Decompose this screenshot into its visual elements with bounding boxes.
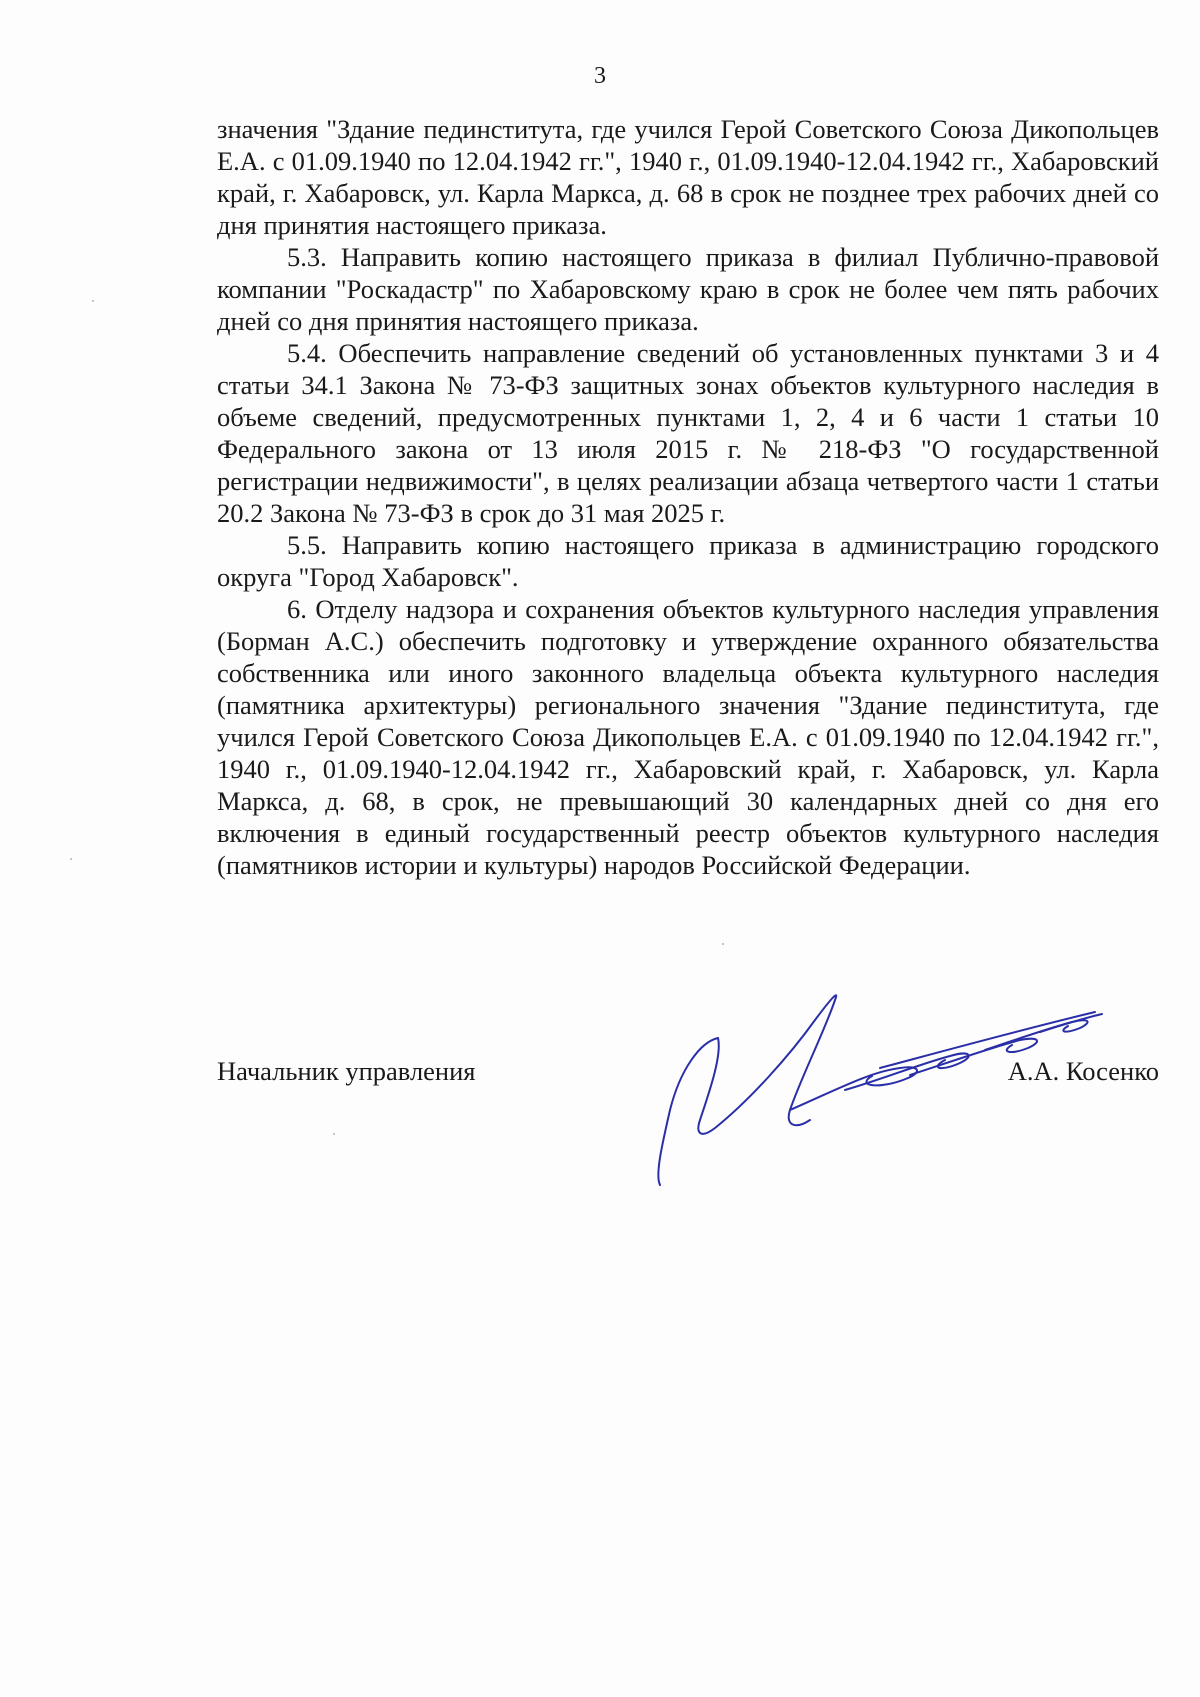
signer-name: А.А. Косенко bbox=[1007, 1056, 1159, 1086]
document-body bbox=[217, 113, 1159, 881]
paragraph-5-5: 5.5. Направить копию настоящего приказа в администрацию городского округа "Город Хабаровск". bbox=[217, 530, 1159, 592]
scan-speck bbox=[722, 943, 724, 945]
scan-speck bbox=[70, 858, 72, 860]
signer-position: Начальник управления bbox=[217, 1056, 476, 1086]
paragraph-6: 6. Отделу надзора и сохранения объектов культурного наследия управления (Борман А.С.) обеспечить подготовку и утверждение охранного обязательства собственника или иного законного владельца объекта культурного наследия (памятника архитектуры) регионального значения "Здание пединститута, где учился Герой Советского Союза Дикопольцев Е.А. с 01.09.1940 по 12.04.1942 гг.", 1940 г., 01.09.1940-12.04.1942 гг., Хабаровский край, г. Хабаровск, ул. Карла Маркса, д. 68, в срок, не превышающий 30 календарных дней со дня его включения в единый государственный реестр объектов культурного наследия (памятников истории и культуры) народов Российской Федерации. bbox=[217, 594, 1159, 880]
handwritten-signature bbox=[640, 960, 1120, 1200]
page-number: 3 bbox=[594, 63, 606, 89]
paragraph-5-3: 5.3. Направить копию настоящего приказа в филиал Публично-правовой компании "Роскадастр" по Хабаровскому краю в срок не более чем пять рабочих дней со дня принятия настоящего приказа. bbox=[217, 242, 1159, 336]
paragraph-5-4: 5.4. Обеспечить направление сведений об установленных пунктами 3 и 4 статьи 34.1 Закона № 73-ФЗ защитных зонах объектов культурного наследия в объеме сведений, предусмотренных пунктами 1, 2, 4 и 6 части 1 статьи 10 Федерального закона от 13 июля 2015 г. № 218-ФЗ "О государственной регистрации недвижимости", в целях реализации абзаца четвертого части 1 статьи 20.2 Закона № 73-ФЗ в срок до 31 мая 2025 г. bbox=[217, 338, 1159, 528]
paragraph-continuation: значения "Здание пединститута, где учился Герой Советского Союза Дикопольцев Е.А. с 01.09.1940 по 12.04.1942 гг.", 1940 г., 01.09.1940-12.04.1942 гг., Хабаровский край, г. Хабаровск, ул. Карла Маркса, д. 68 в срок не позднее трех рабочих дней со дня принятия настоящего приказа. bbox=[217, 114, 1159, 240]
scan-speck bbox=[333, 1133, 335, 1135]
scan-speck bbox=[92, 300, 94, 302]
